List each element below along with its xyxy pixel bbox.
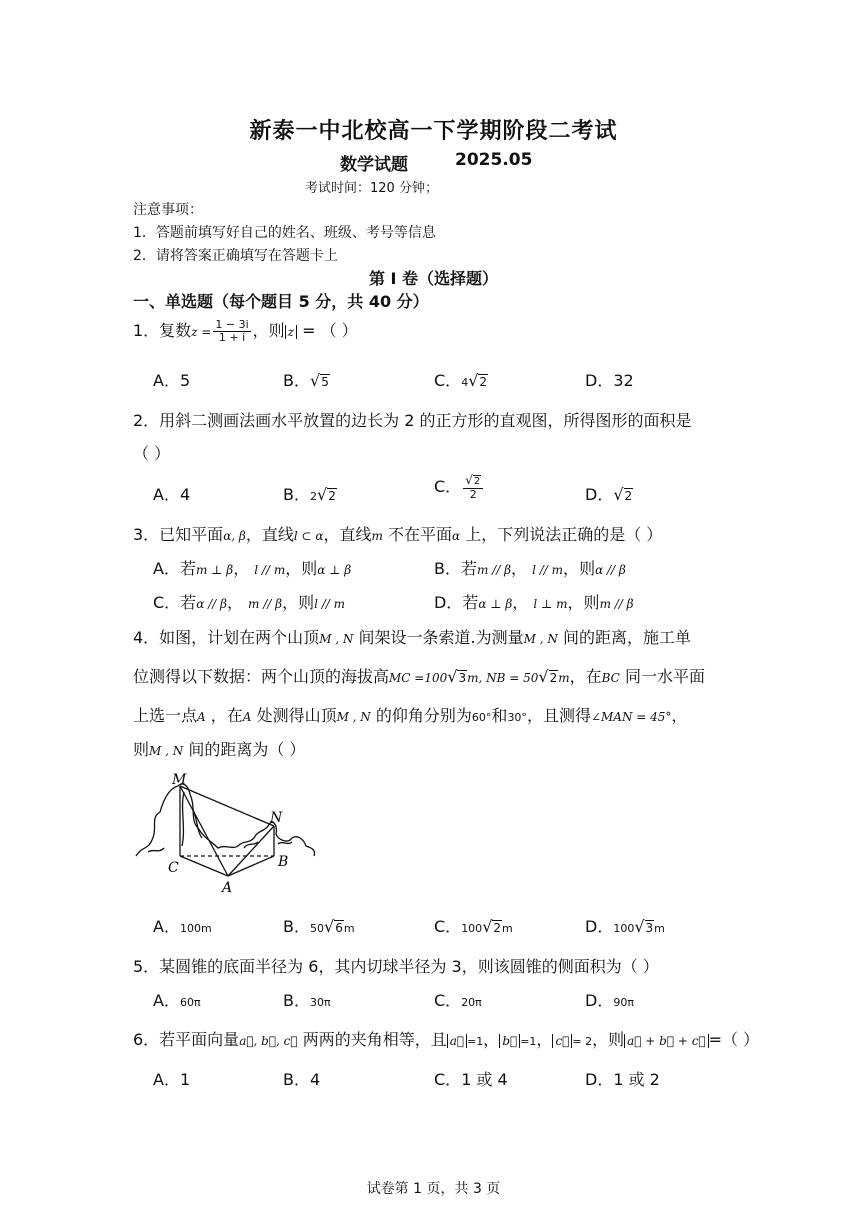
q2-option-c[interactable] bbox=[434, 474, 485, 501]
sqrt-expr: √2 bbox=[613, 485, 633, 504]
option-value: 32 bbox=[613, 371, 634, 390]
option-label: C． bbox=[434, 477, 462, 496]
q6-option-a[interactable]: A．1 bbox=[153, 1070, 191, 1089]
question-1 bbox=[133, 318, 358, 344]
option-label: D． bbox=[585, 485, 614, 504]
note-item: 2．请将答案正确填写在答题卡上 bbox=[133, 248, 338, 264]
option-label: A． bbox=[153, 485, 180, 504]
q1-absz: z bbox=[285, 325, 297, 339]
note-item: 1．答题前填写好自己的姓名、班级、考号等信息 bbox=[133, 225, 436, 241]
question-2-paren: （ ） bbox=[133, 444, 171, 463]
q1-tail: = （ ） bbox=[302, 321, 358, 340]
q2-option-d[interactable] bbox=[585, 482, 633, 505]
q6-option-d[interactable]: D．1 或 2 bbox=[585, 1070, 660, 1089]
subject-label: 数学试题 bbox=[340, 155, 408, 175]
q3-option-c[interactable]: C．若α // β， m // β，则l // m bbox=[153, 593, 346, 612]
label-a: A bbox=[222, 880, 233, 896]
q5-option-b[interactable]: B．30π bbox=[283, 991, 331, 1010]
q1-option-c[interactable] bbox=[434, 368, 488, 391]
question-4-line1: 4．如图，计划在两个山顶M , N 间架设一条索道.为测量M , N 间的距离，施工单 bbox=[133, 628, 691, 647]
q4-option-b[interactable]: B．50√6m bbox=[283, 917, 355, 936]
section-title: 一、单选题（每个题目 5 分，共 40 分） bbox=[133, 292, 429, 311]
question-6: 6．若平面向量a⃗, b⃗, c⃗ 两两的夹角相等，且 a⃗ =1， b⃗ =1， c⃗ = 2，则 a⃗ + b⃗ + c⃗ =（ ） bbox=[133, 1030, 760, 1049]
q3-option-a[interactable]: A．若m ⊥ β， l // m，则α ⊥ β bbox=[153, 559, 352, 578]
q1-mid: ，则 bbox=[252, 321, 285, 340]
q1-option-b[interactable] bbox=[283, 368, 330, 391]
q4-option-a[interactable]: A．100m bbox=[153, 917, 212, 936]
exam-title: 新泰一中北校高一下学期阶段二考试 bbox=[249, 119, 618, 144]
q2-fraction: $\frac{√2}{2}$ bbox=[463, 474, 483, 501]
option-label: D． bbox=[585, 371, 614, 390]
mountain-outlines bbox=[136, 784, 315, 856]
option-coef: 2 bbox=[309, 490, 317, 503]
notes-heading: 注意事项： bbox=[133, 202, 203, 218]
q1-prefix: 1．复数 bbox=[133, 321, 192, 340]
q4-option-c[interactable]: C．100√2m bbox=[434, 917, 513, 936]
question-4-line4: 则M , N 间的距离为（ ） bbox=[133, 740, 306, 759]
question-2: 2．用斜二测画法画水平放置的边长为 2 的正方形的直观图，所得图形的面积是 bbox=[133, 411, 692, 430]
q4-option-d[interactable]: D．100√3m bbox=[585, 917, 665, 936]
segment-ca bbox=[180, 856, 228, 876]
option-coef: 4 bbox=[461, 376, 469, 389]
option-label: B． bbox=[283, 371, 310, 390]
exam-time: 考试时间：120 分钟； bbox=[305, 181, 438, 196]
sqrt-expr: √2 bbox=[316, 485, 336, 504]
q2-option-a[interactable] bbox=[153, 482, 190, 505]
sqrt-expr: √5 bbox=[309, 371, 329, 390]
volume-title: 第 I 卷（选择题） bbox=[368, 269, 499, 288]
question-3: 3．已知平面α, β，直线l ⊂ α，直线m 不在平面α 上，下列说法正确的是（ ） bbox=[133, 525, 663, 544]
q3-option-b[interactable]: B．若m // β， l // m，则α // β bbox=[434, 559, 626, 578]
question-4-line2: 位测得以下数据：两个山顶的海拔高MC =100√3m, NB = 50√2m，在BC 同一水平面 bbox=[133, 667, 705, 686]
label-n: N bbox=[270, 810, 283, 826]
option-value: 5 bbox=[179, 371, 191, 390]
question-4-line3: 上选一点A ，在A 处测得山顶M , N 的仰角分别为60°和30°，且测得∠MAN = 45°， bbox=[133, 706, 688, 725]
option-label: C． bbox=[434, 371, 462, 390]
option-label: A． bbox=[153, 371, 180, 390]
label-m: M bbox=[172, 772, 187, 788]
q1-den: 1 + i bbox=[218, 331, 246, 344]
option-label: B． bbox=[283, 485, 310, 504]
q1-fraction bbox=[213, 319, 250, 344]
q3-option-d[interactable]: D．若α ⊥ β， l ⊥ m，则m // β bbox=[434, 593, 634, 612]
sqrt-expr: √2 bbox=[468, 371, 488, 390]
q5-option-c[interactable]: C．20π bbox=[434, 991, 482, 1010]
q1-num: 1 − 3i bbox=[215, 318, 249, 331]
q6-option-b[interactable]: B．4 bbox=[283, 1070, 321, 1089]
q5-option-d[interactable]: D．90π bbox=[585, 991, 634, 1010]
page-footer: 试卷第 1 页，共 3 页 bbox=[366, 1181, 501, 1197]
exam-date: 2025.05 bbox=[455, 150, 533, 170]
geometry-lines bbox=[180, 786, 274, 876]
q1-z: z = bbox=[191, 325, 212, 339]
q5-option-a[interactable]: A．60π bbox=[153, 991, 201, 1010]
segment-ma bbox=[180, 786, 228, 876]
q1-option-d[interactable] bbox=[585, 368, 634, 391]
segment-ba bbox=[228, 856, 274, 876]
mountain-cableway-figure bbox=[128, 768, 328, 896]
q1-option-a[interactable] bbox=[153, 368, 190, 391]
label-c: C bbox=[168, 860, 179, 876]
question-5: 5．某圆锥的底面半径为 6，其内切球半径为 3，则该圆锥的侧面积为（ ） bbox=[133, 957, 659, 976]
q6-option-c[interactable]: C．1 或 4 bbox=[434, 1070, 508, 1089]
q2-option-b[interactable] bbox=[283, 482, 337, 505]
option-value: 4 bbox=[179, 485, 191, 504]
label-b: B bbox=[278, 854, 289, 870]
segment-na bbox=[228, 826, 274, 876]
